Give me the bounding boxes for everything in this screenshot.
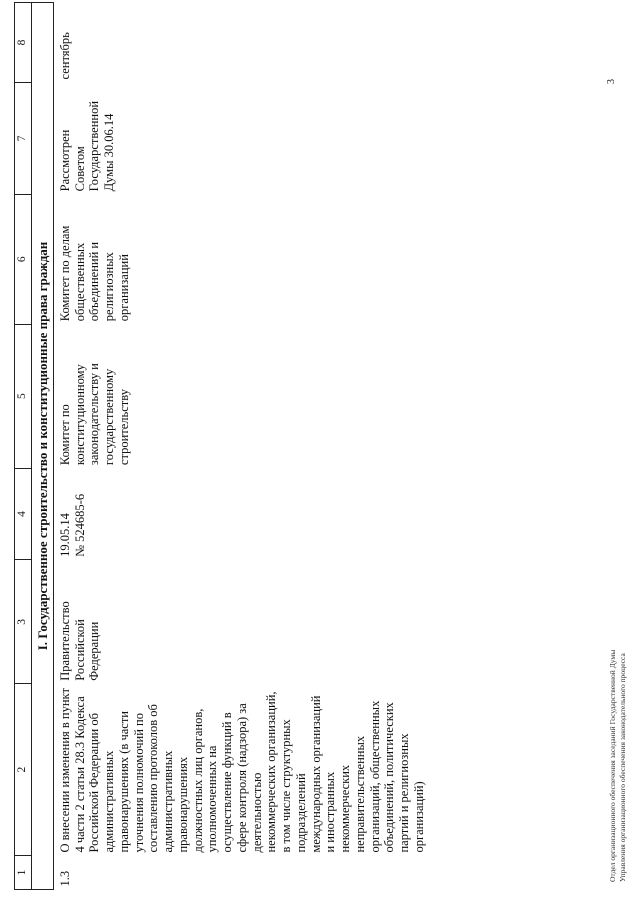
status: Рассмотрен Советом Государственной Думы 30.06.14 [57,100,117,192]
footer-line: Управления организационного обеспечения законодательного процесса [618,653,628,882]
bill-title: О внесении изменения в пункт 4 части 2 статьи 28.3 Кодекса Российской Федерации об административных правонарушениях (в части уточнения полномочий по составлению протоколов об административных правонарушениях должностных лиц органов, уполномоченных на осуществление функций в сфере контроля (надзора) за деятельностью некоммерческих организаций, в том числе структурных подразделений международных организаций и иностранных некоммерческих неправительственных организаций, общественных объединений, политических партий и религиозных организаций) [57,688,426,853]
registration-date: 19.05.14 [57,513,72,557]
row-number: 1.3 [57,870,72,887]
footer [608,650,628,882]
initiator: Правительство Российской Федерации [57,601,102,681]
footer-line: Отдел организационного обеспечения заседаний Государственной Думы [608,649,617,882]
column-number: 2 [15,684,32,856]
column-number: 5 [15,324,32,468]
column-number: 7 [15,82,32,194]
column-number-row [15,3,32,890]
page-number: 3 [606,79,617,84]
column-number: 8 [15,3,32,83]
term: сентябрь [57,32,72,80]
co-committee: Комитет по делам общественных объединений и религиозных организаций [57,225,131,322]
legislation-table [14,2,429,890]
table-row [53,3,428,890]
column-number: 6 [15,194,32,324]
registration-cell [53,468,428,560]
section-header-row [31,3,53,890]
column-number: 3 [15,560,32,684]
column-number: 4 [15,468,32,560]
bill-number: № 524685-6 [72,493,87,557]
column-number: 1 [15,856,32,890]
responsible-committee: Комитет по конституционному законодательству и государственному строительству [57,363,131,466]
section-title: I. Государственное строительство и конституционные права граждан [31,3,53,890]
